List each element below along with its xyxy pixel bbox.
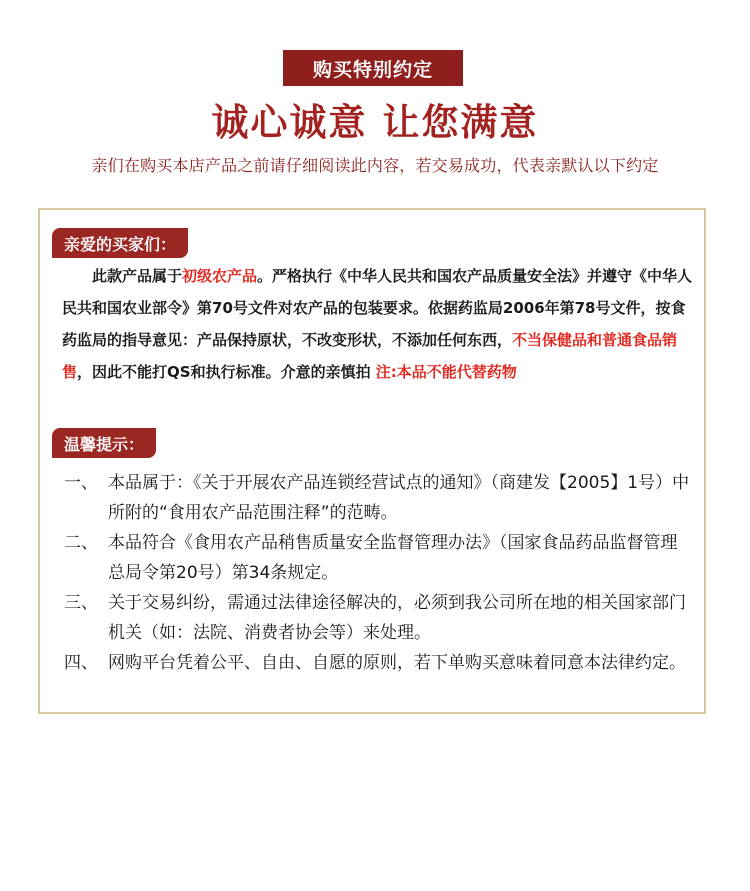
list-item [64, 648, 694, 678]
list-item [64, 528, 694, 588]
notice-line: 亲们在购买本店产品之前请仔细阅读此内容，若交易成功，代表亲默认以下约定 [91, 156, 659, 175]
headline: 诚心诚意 让您满意 [211, 101, 539, 144]
highlight-not-health-food: 不当保健品和普通食品销售 [62, 331, 678, 381]
agreement-panel [38, 208, 706, 714]
para-text-3: ，因此不能打QS和执行标准。介意的亲慎拍 [77, 363, 376, 381]
tips-list [64, 468, 694, 678]
purchase-agreement-badge: 购买特别约定 [283, 50, 463, 86]
item-number: 二、 [64, 533, 98, 553]
buyer-paragraph [62, 260, 696, 388]
item-text: 本品符合《食用农产品稍售质量安全监督管理办法》（国家食品药品监督管理总局令第20号）第34条规定。 [108, 533, 678, 583]
highlight-not-medicine: 注:本品不能代替药物 [375, 363, 517, 381]
item-number: 四、 [64, 653, 98, 673]
item-number: 一、 [64, 473, 98, 493]
buyer-section-tag: 亲爱的买家们： [52, 228, 188, 258]
item-number: 三、 [64, 593, 98, 613]
item-text: 本品属于：《关于开展农产品连锁经营试点的通知》（商建发【2005】1号）中所附的“食用农产品范围注释”的范畴。 [108, 473, 690, 523]
tips-section-tag: 温馨提示： [52, 428, 156, 458]
item-text: 关于交易纠纷，需通过法律途径解决的，必须到我公司所在地的相关国家部门机关（如：法院、消费者协会等）来处理。 [108, 593, 686, 643]
para-text-2: 。严格执行《中华人民共和国农产品质量安全法》并遵守《中华人民共和国农业部令》第70号文件对农产品的包装要求。依据药监局2006年第78号文件，按食药监局的指导意见：产品保持原状，不改变形状，不添加任何东西， [62, 267, 693, 349]
list-item [64, 588, 694, 648]
item-text: 网购平台凭着公平、自由、自愿的原则，若下单购买意味着同意本法律约定。 [108, 653, 686, 673]
highlight-primary-agri: 初级农产品 [182, 267, 258, 285]
list-item [64, 468, 694, 528]
para-text-1: 此款产品属于 [92, 267, 183, 285]
